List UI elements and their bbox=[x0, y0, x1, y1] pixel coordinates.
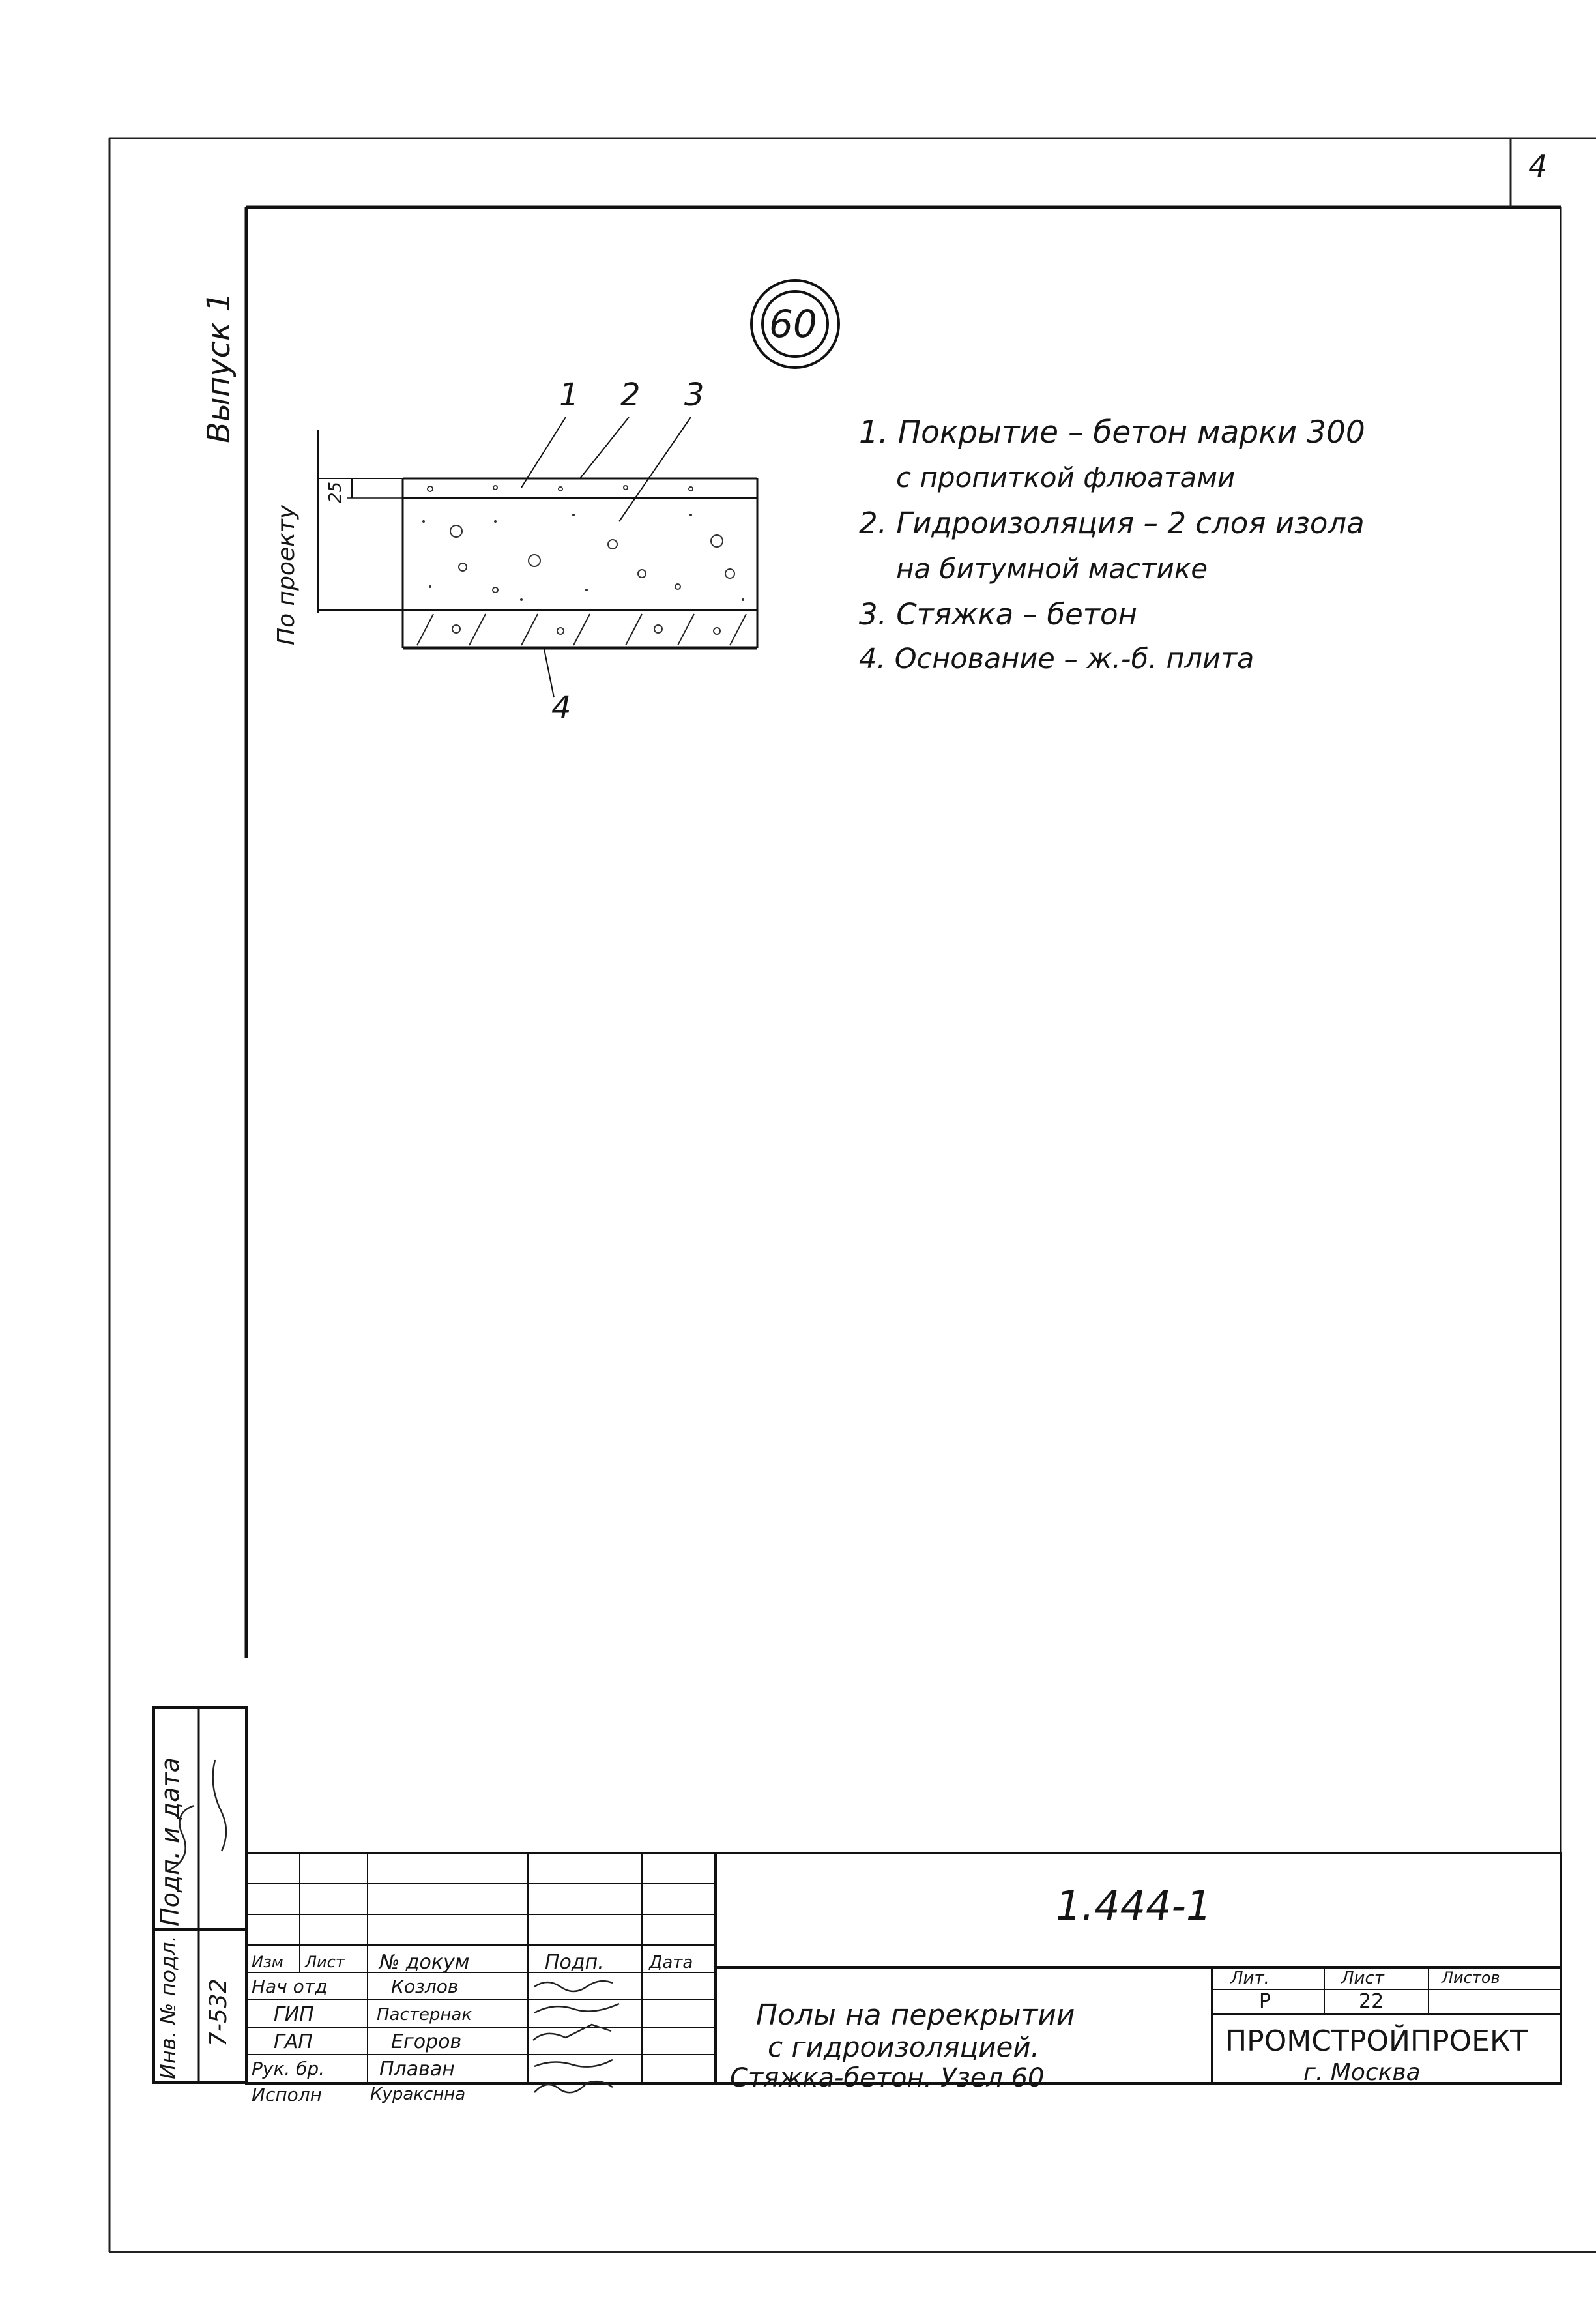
stage-value: Р bbox=[1259, 1990, 1271, 2013]
header-sign: Подп. bbox=[545, 1951, 604, 1974]
name-1: Пастернак bbox=[377, 2005, 472, 2025]
sheet-corner-number: 4 bbox=[1528, 149, 1548, 184]
legend-line-4: на битумной мастике bbox=[896, 553, 1208, 585]
callout-4: 4 bbox=[551, 690, 572, 726]
legend-line-1: 1. Покрытие – бетон марки 300 bbox=[859, 415, 1365, 450]
section-dimension: 25 bbox=[326, 481, 345, 503]
legend-line-5: 3. Стяжка – бетон bbox=[859, 597, 1137, 632]
role-1: ГИП bbox=[274, 2003, 314, 2026]
stamp-inventory-value: 7-532 bbox=[205, 1978, 232, 2047]
header-izm: Изм bbox=[252, 1953, 283, 1971]
org-city: г. Москва bbox=[1303, 2059, 1421, 2086]
name-2: Егоров bbox=[391, 2030, 462, 2053]
drawing-title-line-1: Полы на перекрытии bbox=[756, 1999, 1075, 2032]
callout-1: 1 bbox=[559, 377, 579, 413]
stamp-inventory-no: Инв. № подл. bbox=[156, 1935, 181, 2079]
sheets-total-header: Листов bbox=[1442, 1969, 1500, 1987]
stage-header: Лит. bbox=[1230, 1969, 1270, 1988]
role-4: Исполн bbox=[252, 2084, 322, 2105]
section-side-label: По проекту bbox=[273, 505, 300, 645]
sheet-value: 22 bbox=[1359, 1990, 1384, 2013]
role-0: Нач отд bbox=[252, 1976, 328, 1997]
legend-line-3: 2. Гидроизоляция – 2 слоя изола bbox=[859, 506, 1365, 540]
name-3: Плаван bbox=[379, 2058, 455, 2081]
header-date: Дата bbox=[649, 1953, 693, 1972]
node-number: 60 bbox=[769, 302, 817, 346]
legend-line-6: 4. Основание – ж.-б. плита bbox=[859, 643, 1255, 675]
drawing-title-line-2: с гидроизоляцией. bbox=[768, 2031, 1040, 2063]
issue-label: Выпуск 1 bbox=[201, 292, 237, 443]
role-3: Рук. бр. bbox=[252, 2058, 325, 2079]
callout-2: 2 bbox=[620, 377, 641, 413]
doc-code: 1.444-1 bbox=[1056, 1882, 1212, 1929]
stamp-sign-date: Подп. и дата bbox=[156, 1757, 184, 1926]
name-0: Козлов bbox=[391, 1976, 459, 1997]
header-list: Лист bbox=[305, 1953, 345, 1971]
name-4: Куракснна bbox=[370, 2085, 466, 2104]
role-2: ГАП bbox=[274, 2030, 313, 2053]
legend-line-2: с пропиткой флюатами bbox=[896, 461, 1236, 493]
header-doc-no: № докум bbox=[379, 1951, 470, 1974]
sheet-header: Лист bbox=[1341, 1969, 1384, 1988]
org-name: ПРОМСТРОЙПРОЕКТ bbox=[1225, 2025, 1528, 2058]
callout-3: 3 bbox=[684, 377, 704, 413]
drawing-title-line-3: Стяжка-бетон. Узел 60 bbox=[730, 2063, 1045, 2093]
